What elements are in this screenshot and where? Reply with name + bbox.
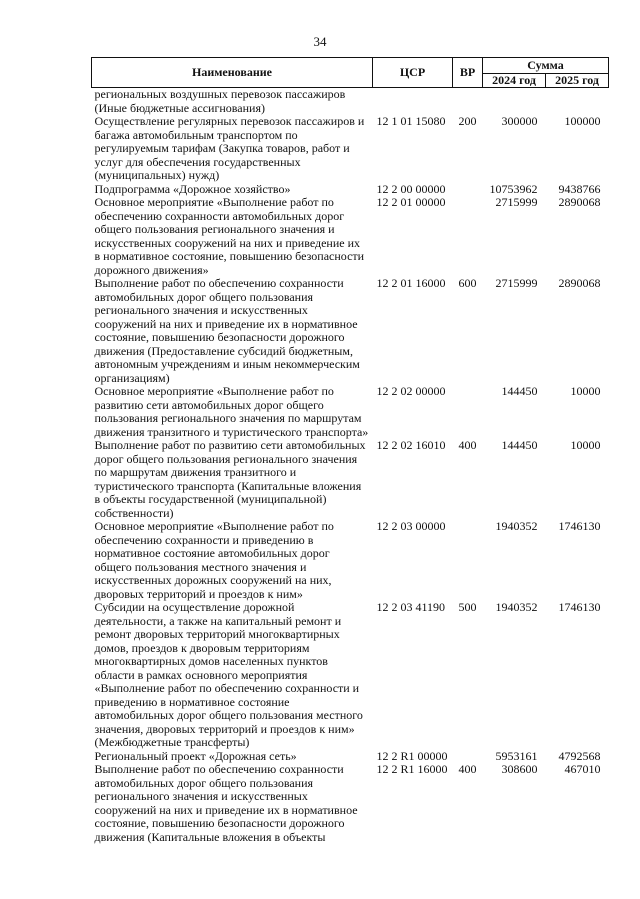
row-name: Основное мероприятие «Выполнение работ по развитию сети автомобильных дорог общего пользования регионального значения по маршрутам движения транзитного и туристического транспорта»	[94, 384, 369, 439]
row-csr: 12 2 01 00000	[376, 195, 446, 209]
row-sum-2024: 144450	[501, 438, 538, 452]
row-name: Основное мероприятие «Выполнение работ по обеспечению сохранности и приведению в нормативное состояние автомобильных дорог общего пользования местного значения и искусственных дорожных сооружений на них, дворовых территорий и проездов к ним»	[94, 519, 334, 601]
row-csr: 12 2 01 16000	[376, 276, 446, 290]
row-vr	[453, 88, 483, 116]
row-csr: 12 2 R1 16000	[376, 762, 448, 776]
row-sum-2024: 5953161	[495, 748, 538, 763]
row-vr	[453, 750, 483, 764]
row-vr	[453, 196, 483, 277]
row-vr: 400	[458, 762, 477, 776]
row-sum-2024: 144450	[501, 384, 538, 398]
row-name: Основное мероприятие «Выполнение работ по обеспечению сохранности автомобильных дорог общего пользования регионального значения и искусственных сооружений на них и приведение их в нормативное состояние, повышению безопасности дорожного движения»	[94, 195, 365, 277]
row-vr: 400	[458, 438, 477, 452]
header-sum: Сумма	[483, 58, 609, 74]
table-row	[92, 196, 609, 277]
row-name: Осуществление регулярных перевозок пассажиров и багажа автомобильным транспортом по регулируемым тарифам (Закупка товаров, работ и услуг для обеспечения государственных (муниципальных) нужд)	[94, 114, 365, 182]
row-sum-2024: 1940352	[495, 519, 538, 533]
row-name: Выполнение работ по развитию сети автомобильных дорог общего пользования регионального значения по маршрутам движения транзитного и туристического транспорта (Капитальные вложения в объекты государственной (муниципальной) собственности)	[94, 438, 366, 520]
table-row	[92, 183, 609, 197]
row-csr: 12 2 02 00000	[376, 384, 446, 398]
row-csr: 12 1 01 15080	[376, 114, 446, 128]
table-header	[92, 58, 609, 88]
row-sum-2025: 2890068	[558, 195, 601, 209]
row-csr	[373, 88, 453, 116]
row-name: Выполнение работ по обеспечению сохранности автомобильных дорог общего пользования регионального значения и искусственных сооружений на них и приведение их в нормативное состояние, повышению безопасности дорожного движения (Предоставление субсидий бюджетным, автономным учреждениям и иным некоммерческим организациям)	[94, 276, 360, 385]
row-sum-2024	[483, 88, 546, 116]
table-body	[92, 88, 609, 845]
row-vr: 600	[458, 276, 477, 290]
row-vr: 200	[458, 114, 477, 128]
table-row	[92, 763, 609, 844]
row-sum-2025: 4792568	[558, 748, 601, 763]
page-number: 34	[313, 34, 327, 49]
row-name: Региональный проект «Дорожная сеть»	[94, 748, 297, 763]
row-sum-2024: 2715999	[495, 276, 538, 290]
row-sum-2025: 10000	[570, 384, 601, 398]
row-name: Выполнение работ по обеспечению сохранности автомобильных дорог общего пользования регионального значения и искусственных сооружений на них и приведение их в нормативное состояние, повышению безопасности дорожного движения (Капитальные вложения в объекты	[94, 762, 358, 844]
table-row	[92, 750, 609, 764]
row-sum-2025: 10000	[570, 438, 601, 452]
table-row	[92, 439, 609, 520]
row-csr: 12 2 03 41190	[376, 600, 446, 614]
table-row	[92, 601, 609, 750]
row-vr	[453, 520, 483, 601]
header-year-2025: 2025 год	[546, 74, 609, 88]
table-row	[92, 115, 609, 183]
row-vr: 500	[458, 600, 477, 614]
row-csr: 12 2 03 00000	[376, 519, 446, 533]
row-sum-2025: 9438766	[558, 181, 601, 196]
row-name: Подпрограмма «Дорожное хозяйство»	[94, 181, 291, 196]
table-row	[92, 385, 609, 439]
row-csr: 12 2 R1 00000	[376, 748, 448, 763]
header-name: Наименование	[92, 58, 373, 88]
header-csr: ЦСР	[373, 58, 453, 88]
table-row	[92, 88, 609, 116]
row-vr	[453, 385, 483, 439]
header-year-2024: 2024 год	[483, 74, 546, 88]
row-name: региональных воздушных перевозок пассажиров (Иные бюджетные ассигнования)	[94, 87, 346, 115]
row-csr: 12 2 00 00000	[376, 181, 446, 196]
header-vr: ВР	[453, 58, 483, 88]
row-name: Субсидии на осуществление дорожной деятельности, а также на капитальный ремонт и ремонт дворовых территорий многоквартирных домов, проездов к дворовым территориям многоквартирных домов населенных пунктов области в рамках основного мероприятия «Выполнение работ по обеспечению сохранности и приведению в нормативное состояние автомобильных дорог общего пользования местного значения, дворовых территорий и проездов к ним» (Межбюджетные трансферты)	[94, 600, 363, 749]
budget-table	[91, 57, 609, 844]
row-sum-2024: 300000	[501, 114, 538, 128]
row-sum-2025	[546, 88, 609, 116]
row-sum-2024: 10753962	[489, 181, 538, 196]
row-sum-2025: 467010	[564, 762, 601, 776]
row-vr	[453, 183, 483, 197]
table-row	[92, 520, 609, 601]
row-sum-2024: 1940352	[495, 600, 538, 614]
row-sum-2025: 1746130	[558, 519, 601, 533]
row-csr: 12 2 02 16010	[376, 438, 446, 452]
table-row	[92, 277, 609, 385]
row-sum-2024: 2715999	[495, 195, 538, 209]
row-sum-2025: 1746130	[558, 600, 601, 614]
row-sum-2025: 2890068	[558, 276, 601, 290]
row-sum-2025: 100000	[564, 114, 601, 128]
row-sum-2024: 308600	[501, 762, 538, 776]
